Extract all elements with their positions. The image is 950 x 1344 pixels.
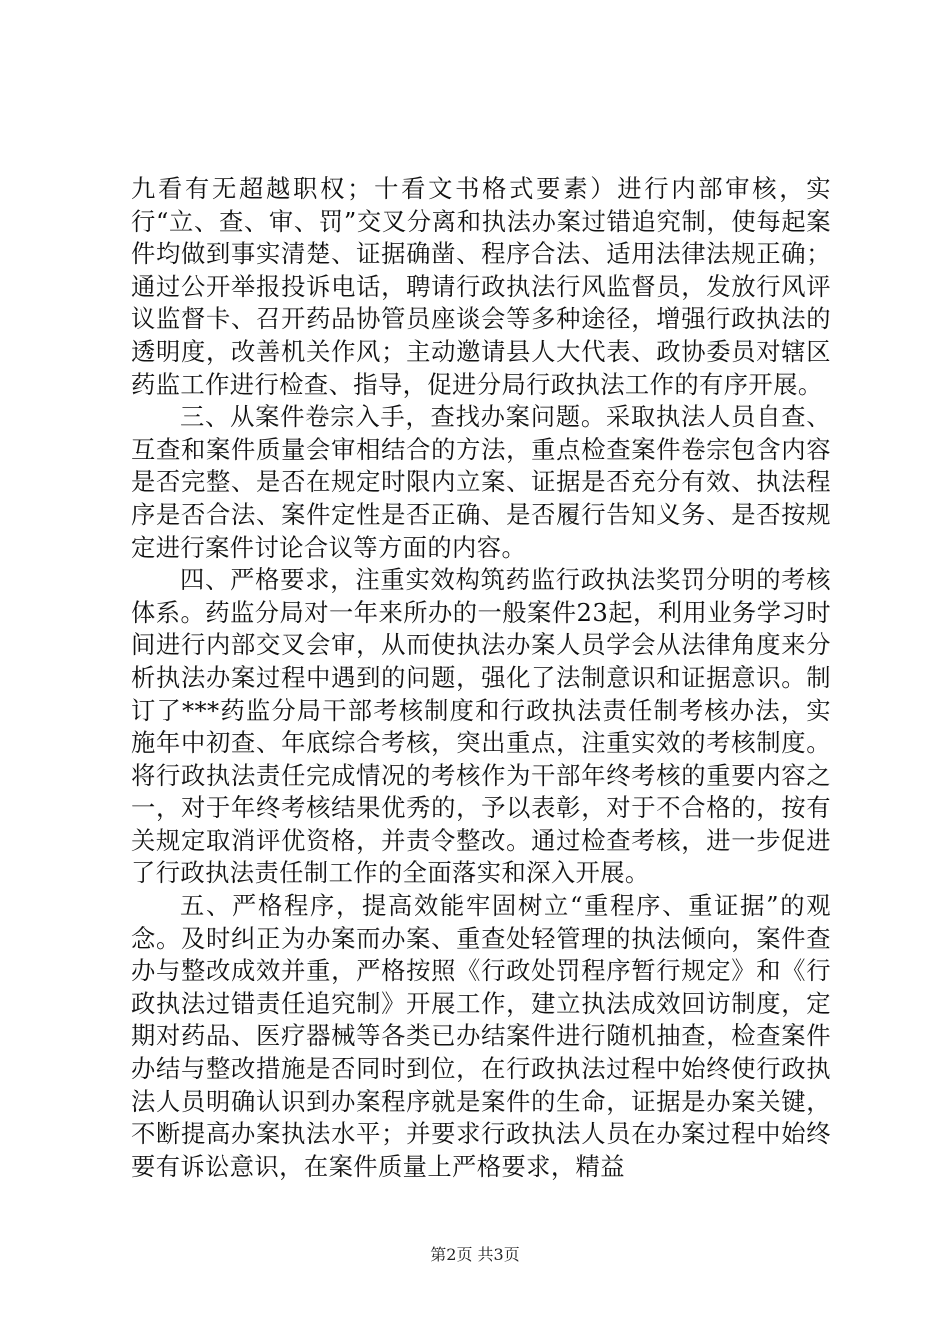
paragraph-continued: 九看有无超越职权；十看文书格式要素）进行内部审核，实行“立、查、审、罚”交叉分离和执法办案过错追究制，使每起案件均做到事实清楚、证据确凿、程序合法、适用法律法规正确；通过公开举报投诉电话，聘请行政执法行风监督员，发放行风评议监督卡、召开药品协管员座谈会等多种途径，增强行政执法的透明度，改善机关作风；主动邀请县人大代表、政协委员对辖区药监工作进行检查、指导，促进分局行政执法工作的有序开展。	[131, 174, 831, 399]
page-number-footer: 第2页 共3页	[430, 1245, 520, 1264]
paragraph-section-three: 三、从案件卷宗入手，查找办案问题。采取执法人员自查、互查和案件质量会审相结合的方法，重点检查案件卷宗包含内容是否完整、是否在规定时限内立案、证据是否充分有效、执法程序是否合法、案件定性是否正确、是否履行告知义务、是否按规定进行案件讨论合议等方面的内容。	[131, 402, 831, 562]
document-body	[131, 173, 831, 1183]
paragraph-section-four: 四、严格要求，注重实效构筑药监行政执法奖罚分明的考核体系。药监分局对一年来所办的一般案件23起，利用业务学习时间进行内部交叉会审，从而使执法办案人员学会从法律角度来分析执法办案过程中遇到的问题，强化了法制意识和证据意识。制订了***药监分局干部考核制度和行政执法责任制考核办法，实施年中初查、年底综合考核，突出重点，注重实效的考核制度。将行政执法责任完成情况的考核作为干部年终考核的重要内容之一，对于年终考核结果优秀的，予以表彰，对于不合格的，按有关规定取消评优资格，并责令整改。通过检查考核，进一步促进了行政执法责任制工作的全面落实和深入开展。	[131, 565, 831, 888]
paragraph-section-five: 五、严格程序，提高效能牢固树立“重程序、重证据”的观念。及时纠正为办案而办案、重查处轻管理的执法倾向，案件查办与整改成效并重，严格按照《行政处罚程序暂行规定》和《行政执法过错责任追究制》开展工作，建立执法成效回访制度，定期对药品、医疗器械等各类已办结案件进行随机抽查，检查案件办结与整改措施是否同时到位，在行政执法过程中始终使行政执法人员明确认识到办案程序就是案件的生命，证据是办案关键，不断提高办案执法水平；并要求行政执法人员在办案过程中始终要有诉讼意识，在案件质量上严格要求，精益	[131, 891, 831, 1181]
